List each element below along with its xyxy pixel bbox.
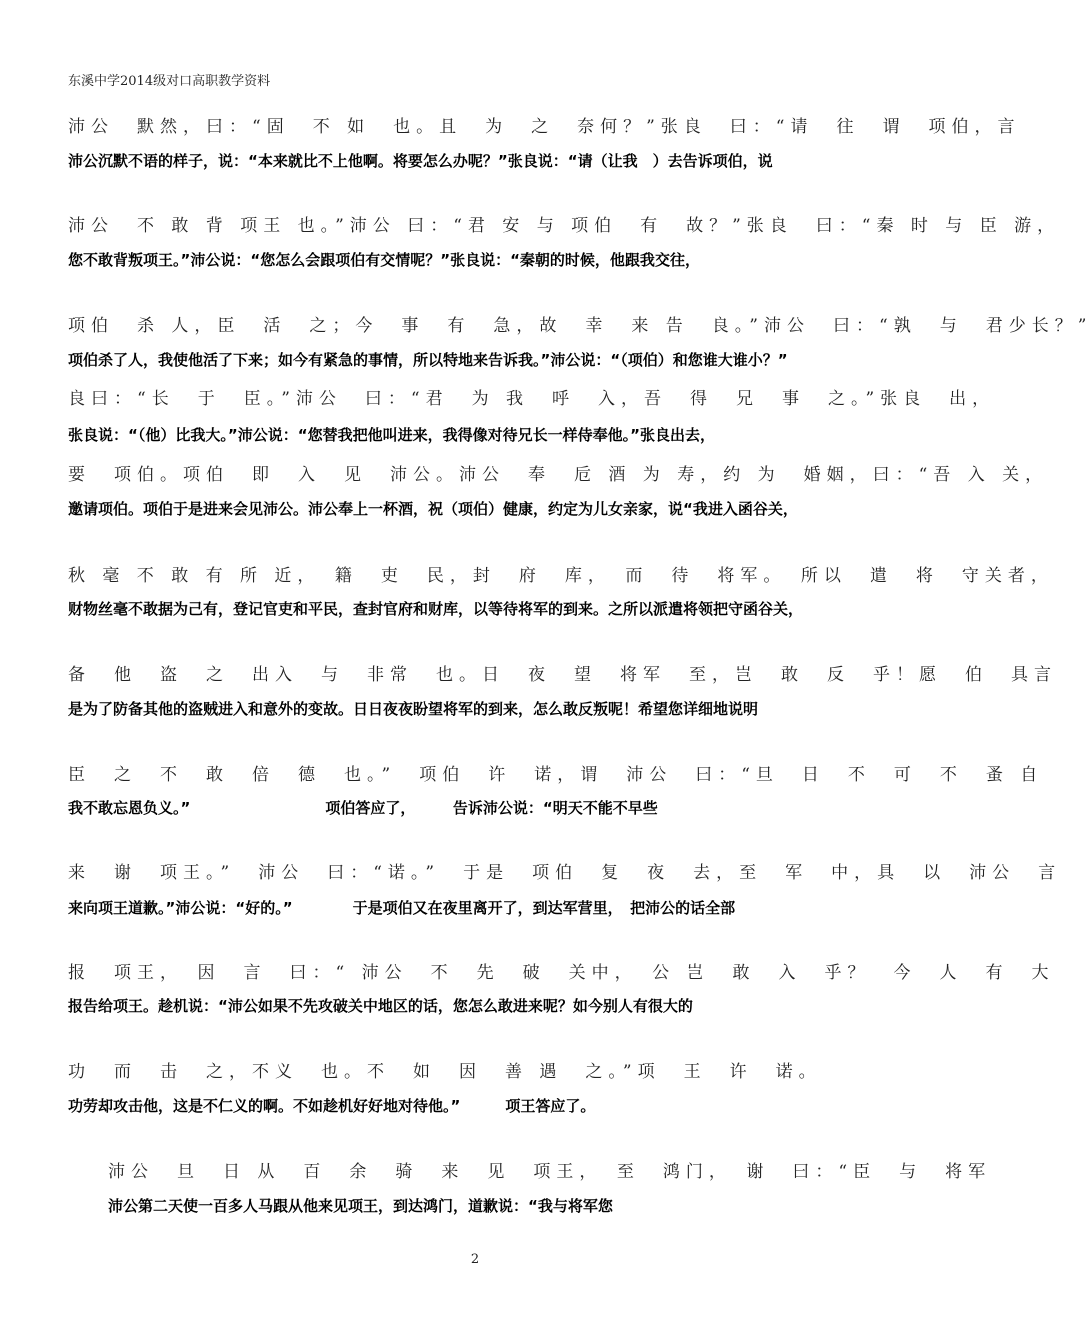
original-line-6: 秋 毫 不 敢 有 所 近， 籍 吏 民，封 府 库， 而 待 将军。 所以 遣 将 守关者， (68, 566, 1054, 586)
original-line-1: 沛公 默然，曰：“固 不 如 也。且 为 之 奈何？”张良 曰：“请 往 谓 项伯，言 (68, 117, 1021, 137)
original-line-2: 沛公 不 敢 背 项王 也。”沛公 曰：“君 安 与 项伯 有 故？”张良 曰：“秦 时 与 臣 游， (68, 216, 1061, 236)
translation-line-12: 沛公第二天使一百多人马跟从他来见项王，到达鸿门，道歉说：“我与将军您 (108, 1197, 613, 1215)
translation-line-2: 您不敢背叛项王。”沛公说：“您怎么会跟项伯有交情呢？”张良说：“秦朝的时候，他跟我交往， (68, 251, 700, 269)
translation-line-8: 我不敢忘恩负义。” 项伯答应了， 告诉沛公说：“明天不能不早些 (68, 799, 658, 817)
translation-line-1: 沛公沉默不语的样子，说：“本来就比不上他啊。将要怎么办呢？”张良说：“请（让我 ）去告诉项伯，说 (68, 152, 773, 170)
original-line-7: 备 他 盗 之 出入 与 非常 也。日 夜 望 将军 至，岂 敢 反 乎！愿 伯 具言 (68, 665, 1057, 685)
translation-line-5: 邀请项伯。项伯于是进来会见沛公。沛公奉上一杯酒，祝（项伯）健康，约定为儿女亲家，说“我进入函谷关， (68, 500, 798, 518)
original-line-11: 功 而 击 之，不义 也。不 如 因 善 遇 之。”项 王 许 诺。 (68, 1062, 822, 1082)
translation-line-3: 项伯杀了人，我使他活了下来；如今有紧急的事情，所以特地来告诉我。”沛公说：“（项伯）和您谁大谁小？” (68, 351, 788, 369)
original-line-5: 要 项伯。项伯 即 入 见 沛公。沛公 奉 卮 酒 为 寿，约 为 婚姻，曰：“吾 入 关， (68, 465, 1049, 485)
page-number: 2 (470, 1252, 480, 1267)
translation-line-11: 功劳却攻击他，这是不仁义的啊。不如趁机好好地对待他。” 项王答应了。 (68, 1097, 596, 1115)
translation-line-9: 来向项王道歉。”沛公说：“好的。” 于是项伯又在夜里离开了，到达军营里， 把沛公的话全部 (68, 899, 736, 917)
translation-line-4: 张良说：“（他）比我大。”沛公说：“您替我把他叫进来，我得像对待兄长一样侍奉他。”张良出去， (68, 426, 715, 444)
page-header: 东溪中学2014级对口高职教学资料 (68, 74, 271, 89)
original-line-12: 沛公 旦 日 从 百 余 骑 来 见 项王， 至 鸿门， 谢 曰：“臣 与 将军 (108, 1162, 992, 1182)
original-line-3: 项伯 杀 人，臣 活 之；今 事 有 急，故 幸 来 告 良。”沛公 曰：“孰 与 君少长？” (68, 316, 1092, 336)
original-line-8: 臣 之 不 敢 倍 德 也。” 项伯 许 诺，谓 沛公 曰：“旦 日 不 可 不 蚤 自 (68, 765, 1044, 785)
translation-line-6: 财物丝毫不敢据为己有，登记官吏和平民，查封官府和财库，以等待将军的到来。之所以派遣将领把守函谷关， (68, 600, 804, 618)
original-line-9: 来 谢 项王。” 沛公 曰：“诺。” 于是 项伯 复 夜 去，至 军 中，具 以 沛公 言 (68, 863, 1062, 883)
translation-line-10: 报告给项王。趁机说：“沛公如果不先攻破关中地区的话，您怎么敢进来呢？如今别人有很大的 (68, 997, 693, 1015)
translation-line-7: 是为了防备其他的盗贼进入和意外的变故。日日夜夜盼望将军的到来，怎么敢反叛呢！希望您详细地说明 (68, 700, 759, 718)
original-line-10: 报 项王， 因 言 曰：“ 沛公 不 先 破 关中， 公 岂 敢 入 乎？ 今 人 有 大 (68, 963, 1055, 983)
original-line-4: 良曰：“长 于 臣。”沛公 曰：“君 为 我 呼 入，吾 得 兄 事 之。”张良 出， (68, 389, 996, 409)
